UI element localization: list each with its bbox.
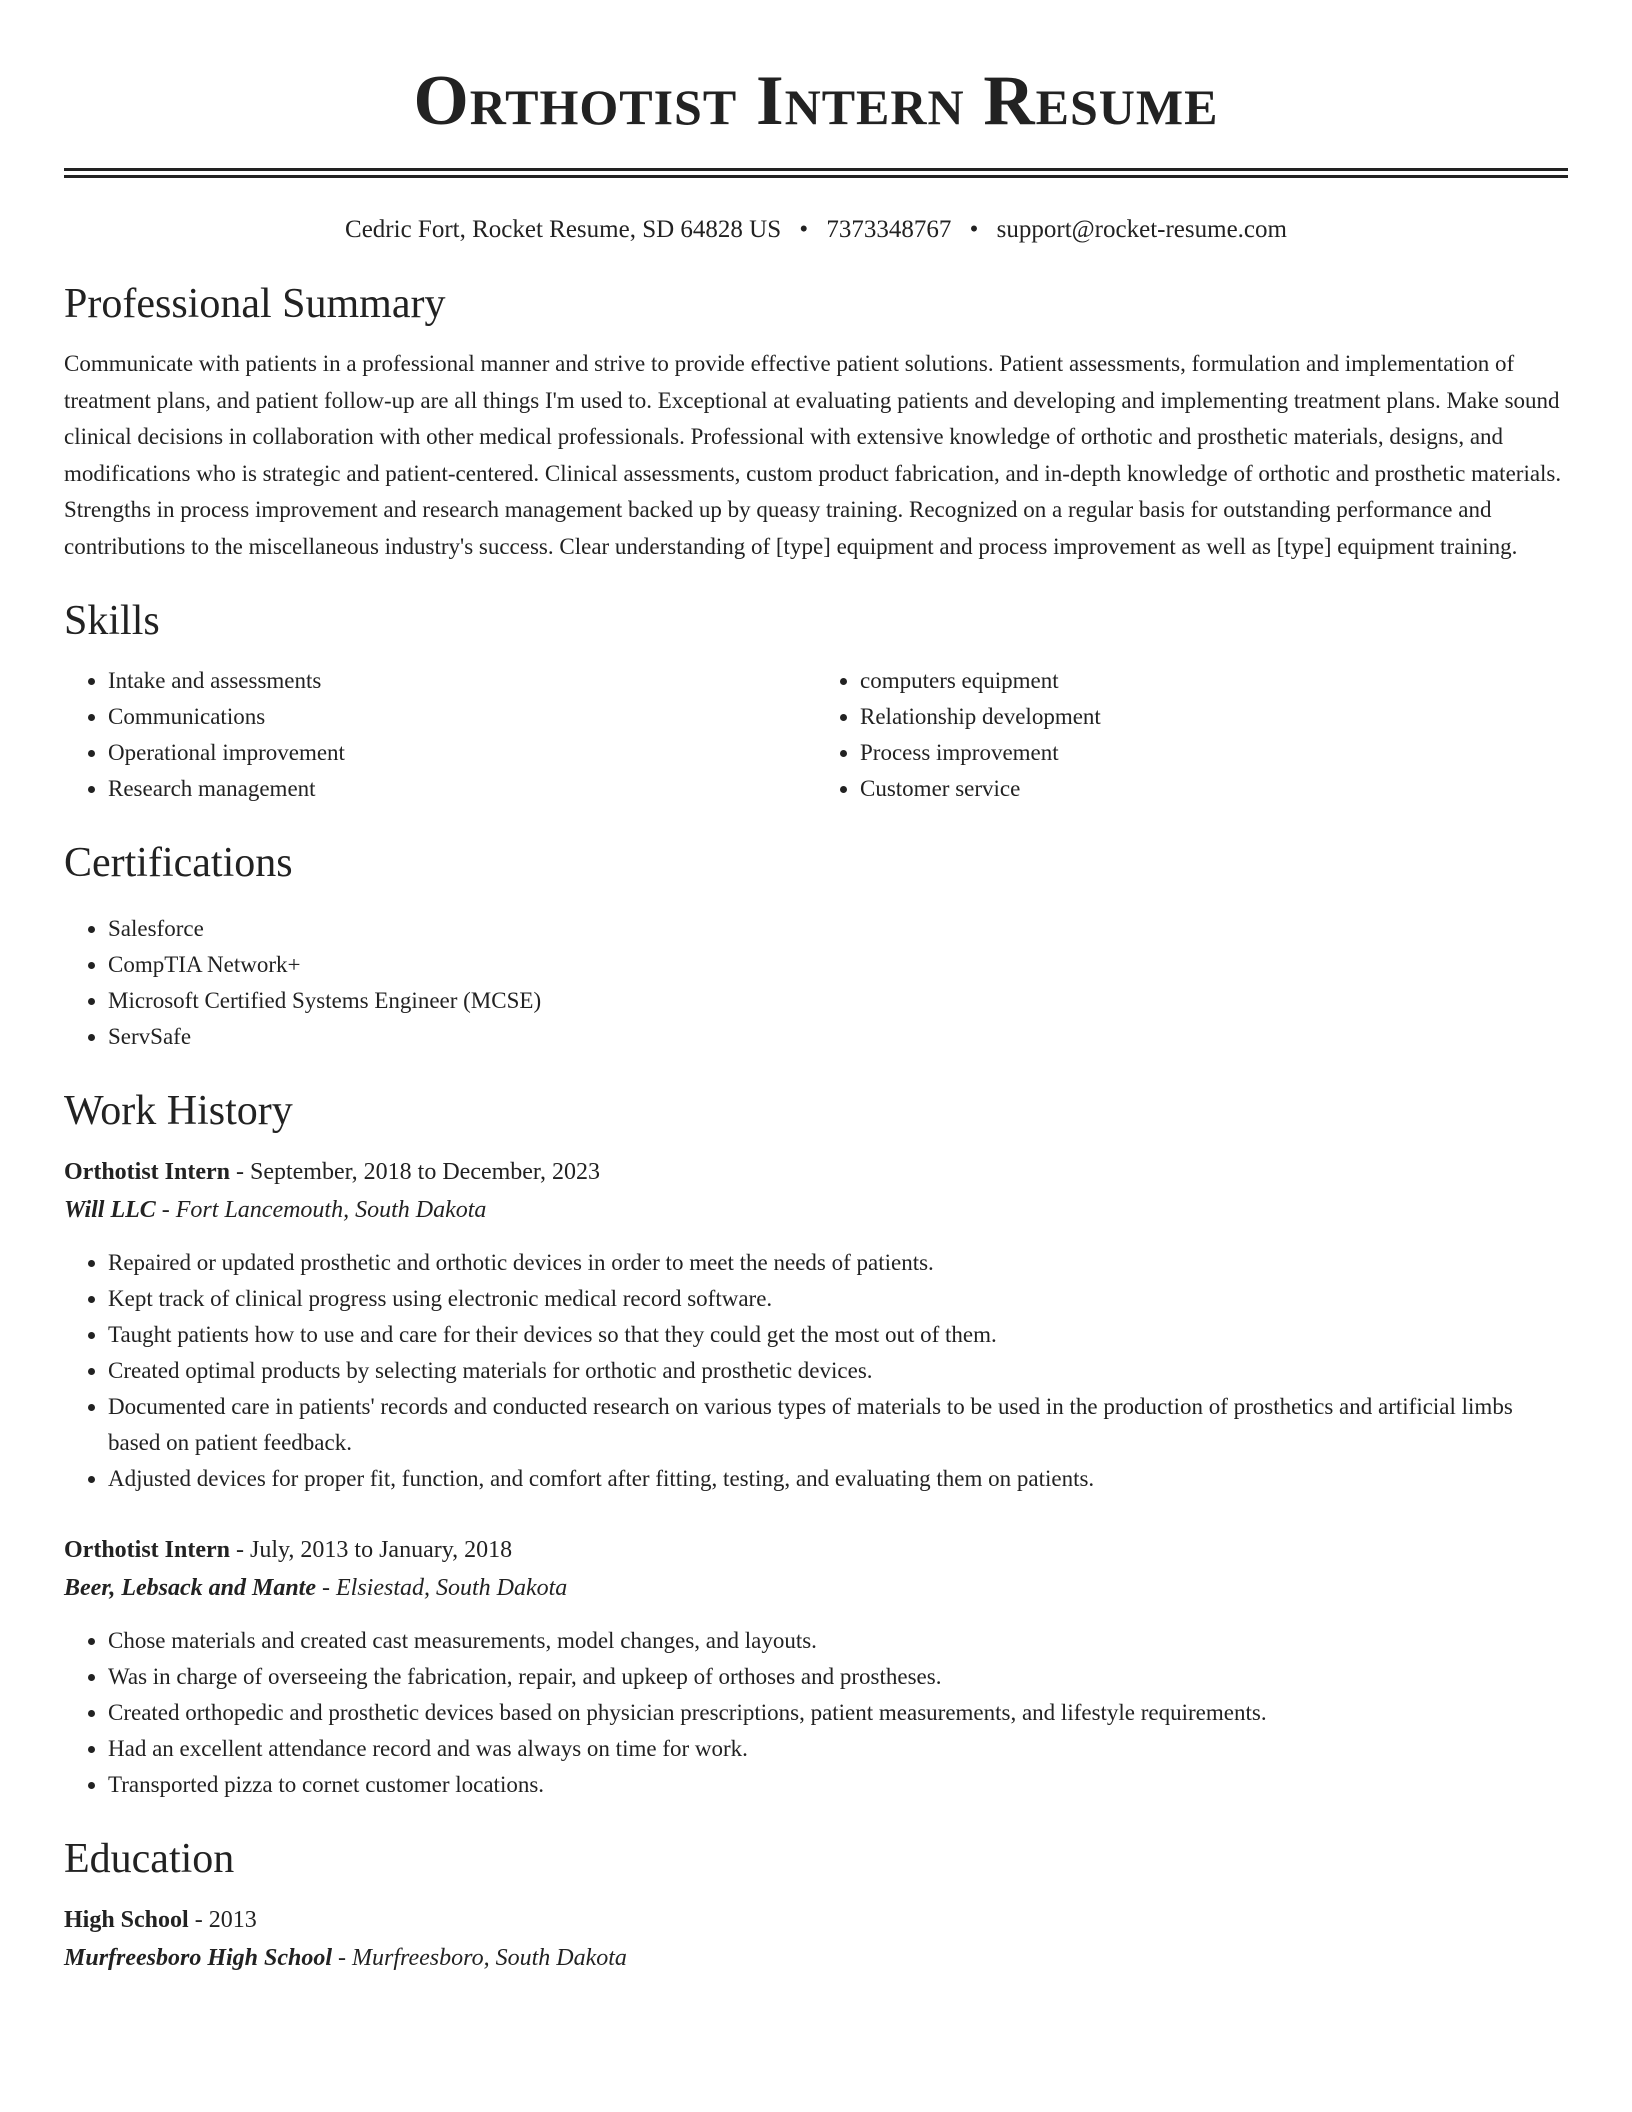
job-dates: - July, 2013 to January, 2018 xyxy=(229,1537,513,1563)
job-bullet: • Created orthopedic and prosthetic devices based on physician prescriptions, patient measurements, and lifestyle requirements. xyxy=(108,1695,1568,1731)
skill-item: • Communications xyxy=(108,699,816,735)
skills-list-left xyxy=(64,663,816,807)
education-degree-line xyxy=(64,1901,1568,1939)
education-school-line xyxy=(64,1939,1568,1977)
job-title-line xyxy=(64,1153,1568,1191)
job-spacer xyxy=(64,1497,1568,1531)
job-bullet: • Transported pizza to cornet customer locations. xyxy=(108,1767,1568,1803)
skill-item: • Customer service xyxy=(860,771,1568,807)
job-company: Beer, Lebsack and Mante xyxy=(64,1575,316,1601)
job-title-line xyxy=(64,1531,1568,1569)
job-location: - Fort Lancemouth, South Dakota xyxy=(155,1197,487,1223)
skills-grid xyxy=(64,663,1568,807)
skills-heading: Skills xyxy=(64,598,160,644)
skill-item: • Research management xyxy=(108,771,816,807)
job-bullet: • Adjusted devices for proper fit, function, and comfort after fitting, testing, and evaluating them on patients. xyxy=(108,1461,1568,1497)
job-bullet: • Had an excellent attendance record and was always on time for work. xyxy=(108,1731,1568,1767)
certification-item: • CompTIA Network+ xyxy=(108,947,1568,983)
certification-item: • Salesforce xyxy=(108,911,1568,947)
certification-item: • ServSafe xyxy=(108,1019,1568,1055)
skill-item: • Intake and assessments xyxy=(108,663,816,699)
certifications-heading: Certifications xyxy=(64,840,293,886)
contact-separator: • xyxy=(969,216,979,243)
summary-heading: Professional Summary xyxy=(64,281,446,327)
education-school: Murfreesboro High School xyxy=(64,1945,333,1971)
skills-list-right xyxy=(816,663,1568,807)
job-bullet: • Taught patients how to use and care for their devices so that they could get the most out of them. xyxy=(108,1317,1568,1353)
job-title: Orthotist Intern xyxy=(64,1537,230,1563)
job-entry xyxy=(64,1153,1568,1497)
skill-item: • Relationship development xyxy=(860,699,1568,735)
job-bullets xyxy=(64,1623,1568,1803)
job-bullet: • Documented care in patients' records and conducted research on various types of materials to be used in the production of prosthetics and artificial limbs based on patient feedback. xyxy=(108,1389,1568,1461)
job-company: Will LLC xyxy=(64,1197,156,1223)
job-location: - Elsiestad, South Dakota xyxy=(316,1575,568,1601)
contact-address: Cedric Fort, Rocket Resume, SD 64828 US xyxy=(345,216,782,243)
job-title: Orthotist Intern xyxy=(64,1159,230,1185)
education-location: - Murfreesboro, South Dakota xyxy=(332,1945,627,1971)
certification-item: • Microsoft Certified Systems Engineer (MCSE) xyxy=(108,983,1568,1019)
work-history-heading: Work History xyxy=(64,1088,293,1134)
job-entry xyxy=(64,1531,1568,1803)
education-degree: High School xyxy=(64,1907,189,1933)
job-bullet: • Repaired or updated prosthetic and orthotic devices in order to meet the needs of patients. xyxy=(108,1245,1568,1281)
job-bullet: • Chose materials and created cast measurements, model changes, and layouts. xyxy=(108,1623,1568,1659)
job-bullet: • Created optimal products by selecting materials for orthotic and prosthetic devices. xyxy=(108,1353,1568,1389)
education-year: - 2013 xyxy=(188,1907,257,1933)
skill-item: • Process improvement xyxy=(860,735,1568,771)
contact-phone: 7373348767 xyxy=(826,216,952,243)
job-company-line xyxy=(64,1191,1568,1229)
contact-line xyxy=(64,214,1568,246)
skill-item: • computers equipment xyxy=(860,663,1568,699)
title-divider xyxy=(64,168,1568,178)
job-bullets xyxy=(64,1245,1568,1497)
summary-text: Communicate with patients in a professional manner and strive to provide effective patient solutions. Patient assessments, formulation and implementation of treatment plans, and patient follow-up are all things I'm used to. Exceptional at evaluating patients and developing and implementing treatment plans. Make sound clinical decisions in collaboration with other medical professionals. Professional with extensive knowledge of orthotic and prosthetic materials, designs, and modifications who is strategic and patient-centered. Clinical assessments, custom product fabrication, and in-depth knowledge of orthotic and prosthetic materials. Strengths in process improvement and research management backed up by queasy training. Recognized on a regular basis for outstanding performance and contributions to the miscellaneous industry's success. Clear understanding of [type] equipment and process improvement as well as [type] equipment training. xyxy=(64,351,1562,559)
resume-title: Orthotist Intern Resume xyxy=(413,62,1219,140)
job-bullet: • Was in charge of overseeing the fabrication, repair, and upkeep of orthoses and prostheses. xyxy=(108,1659,1568,1695)
education-heading: Education xyxy=(64,1836,235,1882)
contact-email: support@rocket-resume.com xyxy=(996,216,1287,243)
job-dates: - September, 2018 to December, 2023 xyxy=(229,1159,600,1185)
job-company-line xyxy=(64,1569,1568,1607)
contact-separator: • xyxy=(799,216,809,243)
certifications-list xyxy=(64,911,1568,1055)
job-bullet: • Kept track of clinical progress using electronic medical record software. xyxy=(108,1281,1568,1317)
education-entry xyxy=(64,1901,1568,1977)
skill-item: • Operational improvement xyxy=(108,735,816,771)
